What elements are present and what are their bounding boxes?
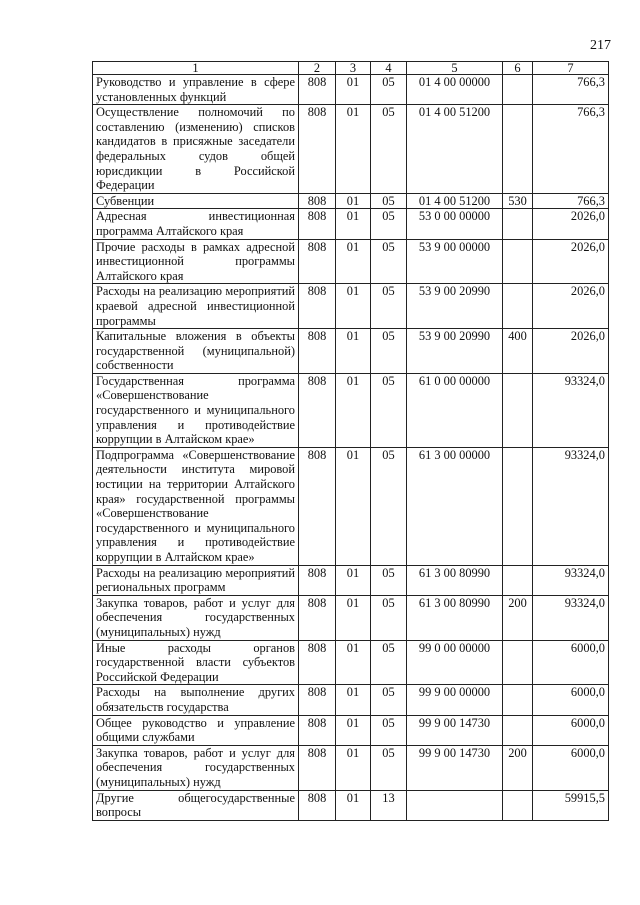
section-code: 01 (336, 329, 371, 374)
subsection-code: 05 (371, 447, 407, 565)
amount: 2026,0 (533, 329, 609, 374)
table-row (93, 565, 609, 595)
subsection-code: 05 (371, 595, 407, 640)
subsection-code: 13 (371, 790, 407, 820)
subsection-code: 05 (371, 715, 407, 745)
department-code: 808 (299, 640, 336, 685)
subsection-code: 05 (371, 284, 407, 329)
expense-name: Закупка товаров, работ и услуг для обеспечения государственных (муниципальных) нужд (93, 595, 299, 640)
target-item-code: 01 4 00 51200 (407, 193, 503, 209)
subsection-code: 05 (371, 565, 407, 595)
department-code: 808 (299, 239, 336, 284)
section-code: 01 (336, 284, 371, 329)
department-code: 808 (299, 595, 336, 640)
section-code: 01 (336, 565, 371, 595)
section-code: 01 (336, 193, 371, 209)
col-header-rz: 3 (336, 62, 371, 75)
target-item-code: 53 0 00 00000 (407, 209, 503, 239)
department-code: 808 (299, 329, 336, 374)
table-row (93, 193, 609, 209)
subsection-code: 05 (371, 75, 407, 105)
target-item-code: 53 9 00 20990 (407, 329, 503, 374)
col-header-name: 1 (93, 62, 299, 75)
target-item-code: 99 9 00 00000 (407, 685, 503, 715)
budget-table (92, 61, 609, 821)
department-code: 808 (299, 373, 336, 447)
amount: 2026,0 (533, 209, 609, 239)
expense-type-code (503, 105, 533, 194)
table-row (93, 715, 609, 745)
expense-type-code (503, 565, 533, 595)
amount: 2026,0 (533, 239, 609, 284)
subsection-code: 05 (371, 105, 407, 194)
target-item-code: 01 4 00 51200 (407, 105, 503, 194)
amount: 6000,0 (533, 640, 609, 685)
section-code: 01 (336, 105, 371, 194)
section-code: 01 (336, 640, 371, 685)
target-item-code: 99 9 00 14730 (407, 715, 503, 745)
section-code: 01 (336, 685, 371, 715)
table-row (93, 329, 609, 374)
amount: 766,3 (533, 193, 609, 209)
section-code: 01 (336, 447, 371, 565)
col-header-sum: 7 (533, 62, 609, 75)
department-code: 808 (299, 745, 336, 790)
expense-name: Расходы на реализацию мероприятий краевой адресной инвестиционной программы (93, 284, 299, 329)
col-header-vr: 6 (503, 62, 533, 75)
col-header-pr: 4 (371, 62, 407, 75)
expense-name: Другие общегосударственные вопросы (93, 790, 299, 820)
table-row (93, 239, 609, 284)
table-row (93, 105, 609, 194)
amount: 93324,0 (533, 373, 609, 447)
page-number: 217 (590, 38, 611, 53)
section-code: 01 (336, 75, 371, 105)
table-row (93, 75, 609, 105)
amount: 766,3 (533, 75, 609, 105)
target-item-code (407, 790, 503, 820)
table-row (93, 447, 609, 565)
target-item-code: 99 0 00 00000 (407, 640, 503, 685)
table-row (93, 685, 609, 715)
target-item-code: 53 9 00 20990 (407, 284, 503, 329)
section-code: 01 (336, 715, 371, 745)
target-item-code: 99 9 00 14730 (407, 745, 503, 790)
target-item-code: 61 3 00 80990 (407, 565, 503, 595)
section-code: 01 (336, 239, 371, 284)
amount: 93324,0 (533, 565, 609, 595)
table-body (93, 75, 609, 821)
amount: 93324,0 (533, 447, 609, 565)
expense-type-code: 400 (503, 329, 533, 374)
expense-type-code (503, 239, 533, 284)
department-code: 808 (299, 447, 336, 565)
department-code: 808 (299, 715, 336, 745)
expense-name: Капитальные вложения в объекты государственной (муниципальной) собственности (93, 329, 299, 374)
target-item-code: 01 4 00 00000 (407, 75, 503, 105)
expense-type-code (503, 640, 533, 685)
col-header-csr: 5 (407, 62, 503, 75)
expense-type-code (503, 75, 533, 105)
expense-type-code (503, 790, 533, 820)
expense-type-code (503, 373, 533, 447)
expense-name: Адресная инвестиционная программа Алтайского края (93, 209, 299, 239)
table-row (93, 595, 609, 640)
expense-type-code (503, 447, 533, 565)
table-row (93, 745, 609, 790)
expense-name: Общее руководство и управление общими службами (93, 715, 299, 745)
subsection-code: 05 (371, 373, 407, 447)
table-row (93, 790, 609, 820)
amount: 93324,0 (533, 595, 609, 640)
table-row (93, 209, 609, 239)
expense-type-code: 200 (503, 745, 533, 790)
section-code: 01 (336, 790, 371, 820)
expense-type-code (503, 209, 533, 239)
department-code: 808 (299, 565, 336, 595)
department-code: 808 (299, 790, 336, 820)
amount: 2026,0 (533, 284, 609, 329)
expense-name: Расходы на реализацию мероприятий региональных программ (93, 565, 299, 595)
col-header-ved: 2 (299, 62, 336, 75)
expense-name: Государственная программа «Совершенствование государственного и муниципального управления и противодействие коррупции в Алтайском крае» (93, 373, 299, 447)
target-item-code: 61 0 00 00000 (407, 373, 503, 447)
section-code: 01 (336, 209, 371, 239)
amount: 766,3 (533, 105, 609, 194)
subsection-code: 05 (371, 209, 407, 239)
section-code: 01 (336, 745, 371, 790)
expense-type-code (503, 284, 533, 329)
subsection-code: 05 (371, 329, 407, 374)
subsection-code: 05 (371, 193, 407, 209)
expense-name: Прочие расходы в рамках адресной инвестиционной программы Алтайского края (93, 239, 299, 284)
department-code: 808 (299, 75, 336, 105)
subsection-code: 05 (371, 685, 407, 715)
target-item-code: 53 9 00 00000 (407, 239, 503, 284)
header-row (93, 62, 609, 75)
section-code: 01 (336, 373, 371, 447)
department-code: 808 (299, 685, 336, 715)
expense-name: Иные расходы органов государственной власти субъектов Российской Федерации (93, 640, 299, 685)
expense-name: Руководство и управление в сфере установленных функций (93, 75, 299, 105)
department-code: 808 (299, 193, 336, 209)
subsection-code: 05 (371, 239, 407, 284)
expense-name: Закупка товаров, работ и услуг для обеспечения государственных (муниципальных) нужд (93, 745, 299, 790)
table-row (93, 373, 609, 447)
expense-type-code (503, 715, 533, 745)
expense-name: Осуществление полномочий по составлению (изменению) списков кандидатов в присяжные заседатели федеральных судов общей юрисдикции в Российской Федерации (93, 105, 299, 194)
department-code: 808 (299, 209, 336, 239)
expense-name: Расходы на выполнение других обязательств государства (93, 685, 299, 715)
department-code: 808 (299, 284, 336, 329)
subsection-code: 05 (371, 745, 407, 790)
expense-type-code: 200 (503, 595, 533, 640)
amount: 6000,0 (533, 685, 609, 715)
expense-type-code: 530 (503, 193, 533, 209)
section-code: 01 (336, 595, 371, 640)
expense-name: Субвенции (93, 193, 299, 209)
table-row (93, 640, 609, 685)
subsection-code: 05 (371, 640, 407, 685)
expense-name: Подпрограмма «Совершенствование деятельности института мировой юстиции на территории Алтайского края» государственной программы «Совершенствование государственного и муниципального управления и противодействие коррупции в Алтайском крае» (93, 447, 299, 565)
department-code: 808 (299, 105, 336, 194)
table-row (93, 284, 609, 329)
amount: 59915,5 (533, 790, 609, 820)
expense-type-code (503, 685, 533, 715)
amount: 6000,0 (533, 715, 609, 745)
amount: 6000,0 (533, 745, 609, 790)
target-item-code: 61 3 00 80990 (407, 595, 503, 640)
target-item-code: 61 3 00 00000 (407, 447, 503, 565)
